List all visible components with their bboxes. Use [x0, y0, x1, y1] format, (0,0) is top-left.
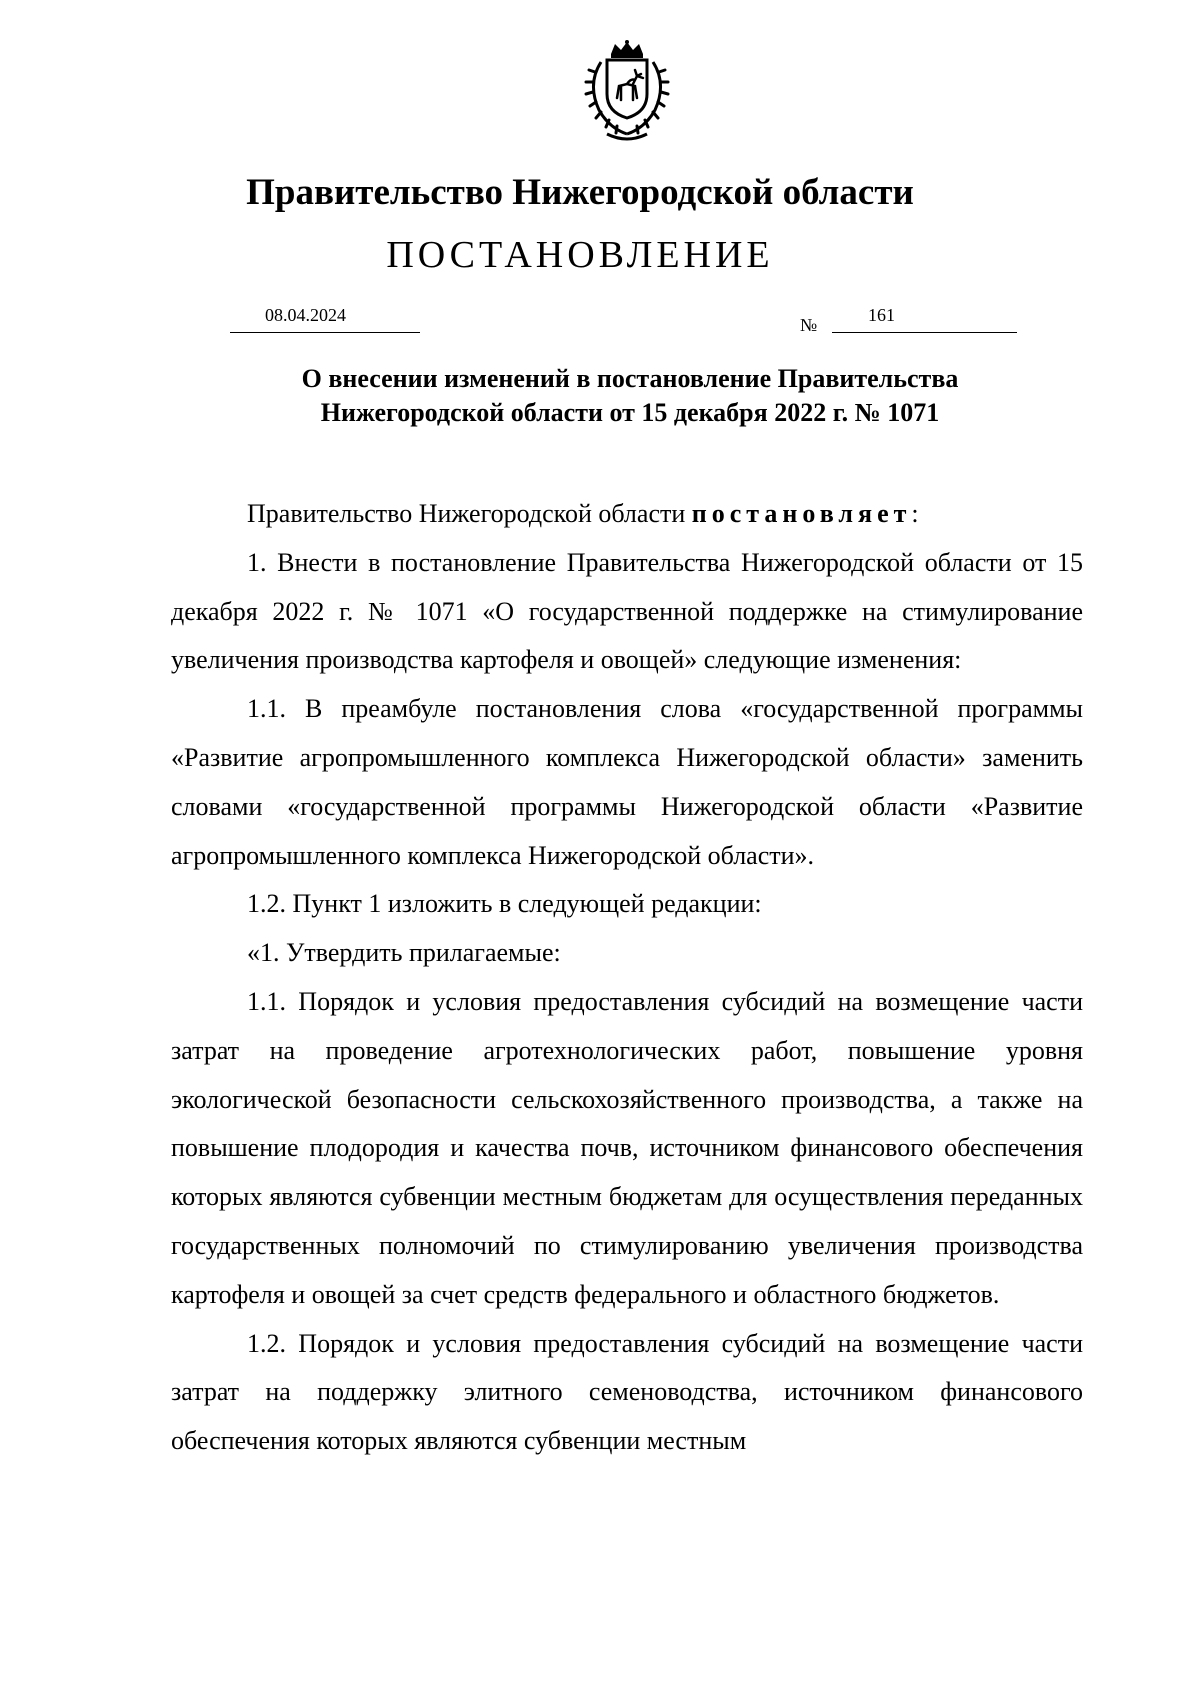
subject-line-2: Нижегородской области от 15 декабря 2022 г. № 1071 — [320, 398, 940, 427]
document-type-heading: ПОСТАНОВЛЕНИЕ — [386, 234, 774, 276]
paragraph-1-1: 1.1. В преамбуле постановления слова «государственной программы «Развитие агропромышленного комплекса Нижегородской области» заменить словами «государственной программы Нижегородской области «Развитие агропромышленного комплекса Нижегородской области». — [171, 694, 1083, 870]
preamble-paragraph — [171, 490, 1083, 539]
coat-of-arms-icon — [571, 40, 683, 146]
quoted-paragraph: «1. Утвердить прилагаемые: — [247, 938, 561, 968]
preamble-prefix: Правительство Нижегородской области — [247, 499, 686, 528]
document-subject — [0, 362, 1200, 430]
preamble-verb: постановляет — [691, 499, 912, 528]
quoted-item-1-2: 1.2. Порядок и условия предоставления субсидий на возмещение части затрат на поддержку элитного семеноводства, источником финансового обеспечения которых являются субвенции местным — [171, 1328, 1083, 1456]
document-body — [171, 490, 1083, 1466]
document-number-field — [832, 306, 1017, 333]
document-date: 08.04.2024 — [265, 305, 346, 325]
quoted-item-1-1: 1.1. Порядок и условия предоставления субсидий на возмещение части затрат на проведение агротехнологических работ, повышение уровня экологической безопасности сельскохозяйственного производства, а также на повышение плодородия и качества почв, источником финансового обеспечения которых являются субвенции местным бюджетам для осуществления переданных государственных полномочий по стимулированию увеличения производства картофеля и овощей за счет средств федерального и областного бюджетов. — [171, 986, 1083, 1309]
preamble-suffix: : — [911, 499, 919, 528]
document-date-field — [230, 306, 420, 333]
paragraph-1: 1. Внести в постановление Правительства Нижегородской области от 15 декабря 2022 г. № 1071 «О государственной поддержке на стимулирование увеличения производства картофеля и овощей» следующие изменения: — [171, 547, 1083, 675]
organization-title: Правительство Нижегородской области — [246, 172, 914, 213]
number-label: № — [800, 315, 818, 335]
paragraph-1-2: 1.2. Пункт 1 изложить в следующей редакции: — [247, 889, 762, 919]
document-number: 161 — [868, 305, 895, 325]
subject-line-1: О внесении изменений в постановление Правительства — [301, 364, 959, 393]
